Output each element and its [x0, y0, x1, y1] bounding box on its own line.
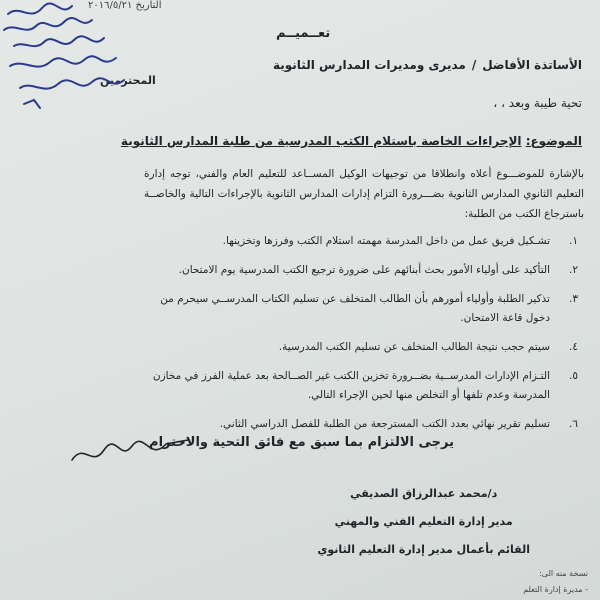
- item-number: ٥.: [569, 370, 578, 382]
- item-number: ١.: [569, 235, 578, 247]
- item-number: ٢.: [569, 264, 578, 276]
- greeting: تحية طيبة وبعد ، ،: [493, 96, 582, 110]
- list-item: [144, 261, 584, 280]
- addressee-line: [273, 58, 582, 72]
- signatory-acting: القائم بأعمال مدير إدارة التعليم الثانوي: [317, 543, 530, 556]
- item-number: ٦.: [569, 418, 578, 430]
- signature-block: [317, 480, 530, 564]
- list-item: [144, 290, 584, 328]
- copy-note-recipient: - مديرة إدارة التعلم: [523, 585, 588, 594]
- item-text: تسليم تقرير نهائي بعدد الكتب المسترجعة من الطلبة للفصل الدراسي الثاني.: [219, 418, 550, 430]
- item-text: التـزام الإدارات المدرســية بضــرورة تخزين الكتب غير الصــالحة بعد عملية الفرز في مخازن المدرسة وعدم تلفها أو التخلص منها لحين الإجراء التالي.: [152, 370, 550, 401]
- item-text: تشـكيل فريق عمل من داخل المدرسة مهمته استلام الكتب وفرزها وتخزينها.: [222, 235, 550, 247]
- subject-label: الموضوع:: [525, 134, 582, 148]
- list-item: [144, 338, 584, 357]
- list-item: [144, 367, 584, 405]
- item-text: سيتم حجب نتيجة الطالب المتخلف عن تسليم الكتب المدرسية.: [278, 341, 550, 353]
- subject-line: [121, 134, 582, 148]
- date-line: التاريخ ٢٠١٦/٥/٢١: [88, 0, 162, 11]
- item-number: ٣.: [569, 293, 578, 305]
- addressee-separator: /: [471, 58, 477, 72]
- copy-note-heading: نسخة منه الى:: [539, 569, 588, 578]
- addressee-label: الأساتذة الأفاضل: [482, 58, 582, 72]
- subject-text: الإجراءات الخاصة باستلام الكتب المدرسية من طلبة المدارس الثانوية: [120, 134, 522, 148]
- handwritten-annotation: [0, 0, 140, 120]
- procedures-list: [144, 232, 584, 444]
- signatory-title: مدير إدارة التعليم الفني والمهني: [334, 515, 513, 528]
- signatory-name: د/محمد عبدالرزاق الصديقي: [350, 487, 498, 500]
- closing-line: يرجى الالتزام بما سبق مع فائق التحية والاحترام: [149, 435, 454, 450]
- honorific: المحترمين: [100, 74, 156, 87]
- item-text: التأكيد على أولياء الأمور بحث أبنائهم على ضرورة ترجيع الكتب المدرسية يوم الامتحان.: [178, 264, 550, 276]
- item-text: تذكير الطلبة وأولياء أمورهم بأن الطالب المتخلف عن تسليم الكتاب المدرســي سيحرم من دخول قاعة الامتحان.: [160, 293, 550, 324]
- item-number: ٤.: [569, 341, 578, 353]
- body-paragraph: بالإشارة للموضـــوع أعلاه وانطلاقا من توجيهات الوكيل المســاعد للتعليم العام والفني، توجه إدارة التعليم الثانوي المدارس الثانوية بضـــرورة التزام إدارات المدارس الثانوية بالإجراءات التالية والخاصــة باسترجاع الكتب من الطلبة:: [144, 168, 584, 220]
- addressee-target: مديرى ومديرات المدارس الثانوية: [272, 58, 466, 72]
- copy-note: [523, 566, 588, 598]
- list-item: [144, 415, 584, 434]
- signature-scribble: [70, 432, 190, 472]
- document-title: تعــميــم: [276, 26, 331, 41]
- list-item: [144, 232, 584, 251]
